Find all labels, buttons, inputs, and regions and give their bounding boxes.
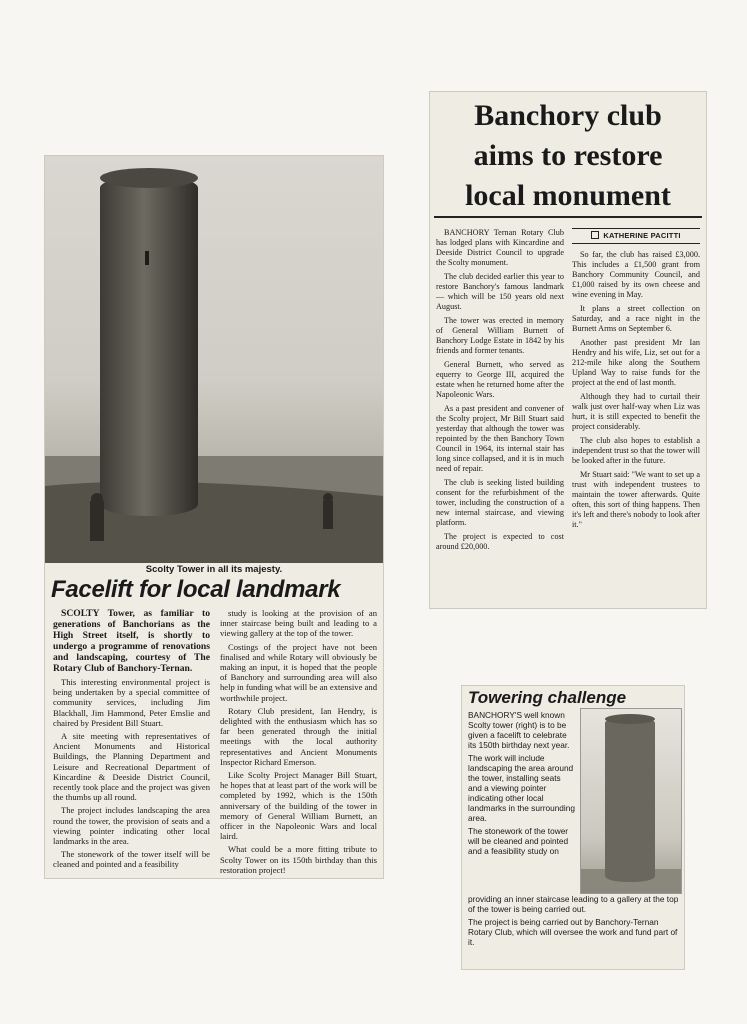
- article-column-1: [436, 228, 564, 604]
- headline-line: local monument: [465, 179, 671, 212]
- paragraph: providing an inner staircase leading to a gallery at the top of the tower is being carried out.: [468, 894, 679, 914]
- paragraph: Rotary Club president, Ian Hendry, is delighted with the enthusiasm which has so far been generated through the initial meetings with the local authority representatives and Ancient Monuments Inspector Richard Emerson.: [220, 705, 377, 767]
- paragraph: It plans a street collection on Saturday, and a race night in the Burnett Arms on September 6.: [572, 304, 700, 333]
- tower-illustration: [581, 709, 681, 893]
- paragraph: The club also hopes to establish a independent trust so that the tower will be looked after in the future.: [572, 436, 700, 465]
- article-columns: [53, 608, 377, 874]
- tower-illustration: [45, 156, 383, 563]
- paragraph: The project is expected to cost around £20,000.: [436, 532, 564, 551]
- byline: [572, 228, 700, 244]
- headline: Towering challenge: [468, 688, 627, 707]
- paragraph: Like Scolty Project Manager Bill Stuart, he hopes that at least part of the work will be completed by 1992, which is the 150th anniversary of the building of the tower in memory of General William Burnett, an officer in the Napoleonic Wars and local laird.: [220, 770, 377, 842]
- paragraph: BANCHORY'S well known Scolty tower (right) is to be given a facelift to celebrate its 150th birthday next year.: [468, 710, 570, 750]
- article-narrow-text: [468, 710, 576, 859]
- paragraph: Although they had to curtail their walk just over half-way when Liz was hurt, it is still expected to benefit the project considerably.: [572, 392, 700, 431]
- paragraph: BANCHORY Ternan Rotary Club has lodged plans with Kincardine and Deeside District Council to upgrade the Scolty monument.: [436, 228, 564, 267]
- paragraph: Costings of the project have not been finalised and while Rotary will obviously be making an input, it is hoped that the people of Banchory and surrounding area will also help in funding what will be an extensive and worthwhile project.: [220, 641, 377, 703]
- headline: [434, 96, 702, 216]
- paragraph: The stonework of the tower itself will be cleaned and pointed and a feasibility: [53, 849, 210, 870]
- article-column-2: [572, 228, 700, 604]
- paragraph: A site meeting with representatives of Ancient Monuments and Historical Buildings, the Planning Department and Leisure and Recreational Department of Kincardine & Deeside District Council, recently took place and the project was given the thumbs up all round.: [53, 731, 210, 803]
- paragraph: The project includes landscaping the area round the tower, the provision of seats and a viewing pointer indicating other local landmarks in the area.: [53, 805, 210, 847]
- paragraph: As a past president and convener of the Scolty project, Mr Bill Stuart said yesterday that although the tower was repointed by the then Banchory Town Council in 1964, its internal stair has long since collapsed, and it is in much need of repair.: [436, 404, 564, 473]
- paragraph: Mr Stuart said: "We want to set up a trust with independent trustees to maintain the tower afterwards. Quite often, this sort of thing happens. Then it's left and there's nobody to look after it.": [572, 470, 700, 529]
- scolty-tower-photo: [45, 156, 383, 563]
- article-wide-text: [468, 894, 680, 950]
- scolty-tower-photo: [580, 708, 682, 894]
- clipping-banchory-club: [430, 92, 706, 608]
- paragraph: study is looking at the provision of an inner staircase being built and leading to a viewing gallery at the top of the tower.: [220, 608, 377, 639]
- headline-line: aims to restore: [473, 139, 663, 172]
- clipping-facelift: [45, 156, 383, 878]
- paragraph: So far, the club has raised £3,000. This includes a £1,500 grant from Banchory Community Council, and £1,000 raised by its own cheese and wine evening in May.: [572, 250, 700, 299]
- photo-caption: Scolty Tower in all its majesty.: [145, 564, 283, 575]
- article-columns: [436, 228, 700, 604]
- byline-box-icon: [591, 231, 599, 239]
- paragraph: The tower was erected in memory of General William Burnett of Banchory Lodge Estate in 1842 by his friends and former tenants.: [436, 316, 564, 355]
- paragraph: The club decided earlier this year to restore Banchory's famous landmark — which will be 150 years old next August.: [436, 272, 564, 311]
- paragraph: What could be a more fitting tribute to Scolty Tower on its 150th birthday than this restoration project!: [220, 844, 377, 875]
- lead-paragraph: SCOLTY Tower, as familiar to generations of Banchorians as the High Street itself, is shortly to undergo a programme of renovations and landscaping, courtesy of The Rotary Club of Banchory-Ternan.: [53, 608, 210, 674]
- headline-line: Banchory club: [474, 99, 662, 132]
- paragraph: Another past president Mr Ian Hendry and his wife, Liz, set out for a 212-mile hike along the Southern Upland Way to raise funds for the project at the end of last month.: [572, 338, 700, 387]
- headline: Facelift for local landmark: [51, 576, 341, 603]
- paragraph: The stonework of the tower will be cleaned and pointed and a feasibility study on: [468, 826, 569, 856]
- clipping-towering-challenge: [462, 686, 684, 969]
- paragraph: The club is seeking listed building consent for the refurbishment of the tower, including the construction of a new internal staircase, and viewing platform.: [436, 478, 564, 527]
- paragraph: This interesting environmental project is being undertaken by a special committee of community services, including Jim Blackhall, Jim Hammond, Peter Emslie and chaired by President Bill Stuart.: [53, 677, 210, 728]
- article-column-2: [220, 608, 377, 874]
- headline-rule: [434, 216, 702, 218]
- paragraph: General Burnett, who served as equerry to George III, acquired the estate when he returned home after the Napoleonic Wars.: [436, 360, 564, 399]
- paragraph: The work will include landscaping the area around the tower, installing seats and a viewing pointer indicating other local landmarks in the surrounding area.: [468, 753, 575, 823]
- article-column-1: [53, 608, 210, 874]
- byline-text: KATHERINE PACITTI: [603, 231, 681, 240]
- paragraph: The project is being carried out by Banchory-Ternan Rotary Club, which will oversee the work and fund part of it.: [468, 917, 678, 947]
